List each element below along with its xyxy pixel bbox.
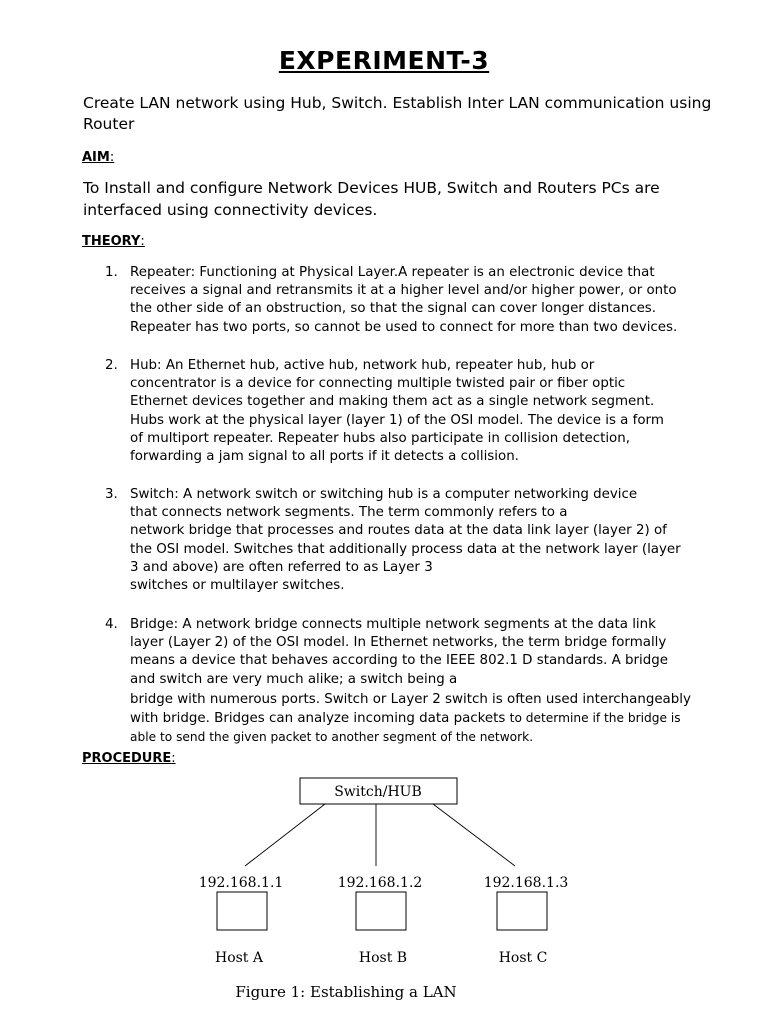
item-line: Ethernet devices together and making them act as a single network segment.	[130, 394, 655, 410]
link-line-a	[245, 804, 325, 866]
host-ip: 192.168.1.1	[198, 875, 284, 891]
item-line: concentrator is a device for connecting multiple twisted pair or fiber optic	[130, 376, 626, 392]
theory-item-repeater	[105, 264, 717, 337]
item-line: 3 and above) are often referred to as Layer 3	[130, 559, 433, 575]
theory-item-hub	[105, 357, 717, 466]
host-name: Host A	[214, 950, 264, 966]
aim-label	[82, 150, 114, 165]
item-line: Repeater: Functioning at Physical Layer.A repeater is an electronic device that	[130, 265, 655, 280]
item-line-part: to determine if the bridge is	[509, 711, 681, 726]
item-line: forwarding a jam signal to all ports if it detects a collision.	[130, 449, 519, 465]
item-line: able to send the given packet to another segment of the network.	[130, 730, 534, 745]
theory-label	[82, 234, 145, 249]
item-number: 3.	[105, 487, 118, 502]
page-title: EXPERIMENT-3	[278, 46, 490, 75]
host-name: Host C	[498, 950, 548, 966]
item-line: means a device that behaves according to the IEEE 802.1 D standards. A bridge	[130, 653, 668, 669]
aim-label-text: AIM	[82, 150, 110, 165]
item-line: the other side of an obstruction, so that the signal can cover longer distances.	[130, 301, 657, 317]
figure-caption: Figure 1: Establishing a LAN	[235, 983, 457, 1001]
aim-label-colon: :	[109, 150, 115, 165]
item-line: of multiport repeater. Repeater hubs also participate in collision detection,	[130, 430, 630, 446]
switch-label: Switch/HUB	[334, 784, 422, 800]
item-line: network bridge that processes and routes data at the data link layer (layer 2) of	[130, 523, 667, 539]
host-box-a	[217, 892, 267, 930]
link-line-c	[433, 804, 515, 866]
procedure-label	[82, 751, 176, 766]
item-line: the OSI model. Switches that additionally process data at the network layer (layer	[130, 541, 681, 557]
experiment-subtitle: Create LAN network using Hub, Switch. Establish Inter LAN communication using Router	[83, 94, 712, 133]
item-line	[130, 709, 717, 728]
host-box-b	[356, 892, 406, 930]
theory-label-text: THEORY	[82, 234, 141, 249]
item-line: Hubs work at the physical layer (layer 1) of the OSI model. The device is a form	[130, 412, 664, 428]
item-line-part: with bridge. Bridges can analyze incoming data packets	[130, 711, 506, 727]
host-ip: 192.168.1.3	[483, 875, 569, 891]
item-line: and switch are very much alike; a switch being a	[130, 671, 458, 687]
item-line: receives a signal and retransmits it at a higher level and/or higher power, or onto	[130, 283, 677, 299]
lan-diagram	[190, 770, 590, 1010]
item-line: that connects network segments. The term commonly refers to a	[130, 505, 568, 521]
procedure-label-text: PROCEDURE	[82, 751, 172, 766]
item-line: Switch: A network switch or switching hub is a computer networking device	[130, 487, 638, 502]
item-number: 2.	[105, 358, 118, 373]
theory-item-bridge	[105, 616, 717, 746]
aim-text: To Install and configure Network Devices HUB, Switch and Routers PCs are interfaced using connectivity devices.	[83, 179, 660, 219]
item-line: Repeater has two ports, so cannot be used to connect for more than two devices.	[130, 319, 678, 335]
item-line: Bridge: A network bridge connects multiple network segments at the data link	[130, 617, 656, 632]
theory-label-colon: :	[140, 234, 145, 249]
host-ip: 192.168.1.2	[337, 875, 423, 891]
item-line: switches or multilayer switches.	[130, 578, 345, 594]
host-name: Host B	[358, 950, 408, 966]
item-line: layer (Layer 2) of the OSI model. In Ethernet networks, the term bridge formally	[130, 635, 667, 651]
procedure-label-colon: :	[171, 751, 176, 766]
item-number: 1.	[105, 265, 118, 280]
item-line: Hub: An Ethernet hub, active hub, network hub, repeater hub, hub or	[130, 358, 595, 373]
item-line: bridge with numerous ports. Switch or Layer 2 switch is often used interchangeably	[130, 691, 691, 707]
theory-item-switch	[105, 486, 717, 595]
item-number: 4.	[105, 617, 118, 632]
host-box-c	[497, 892, 547, 930]
